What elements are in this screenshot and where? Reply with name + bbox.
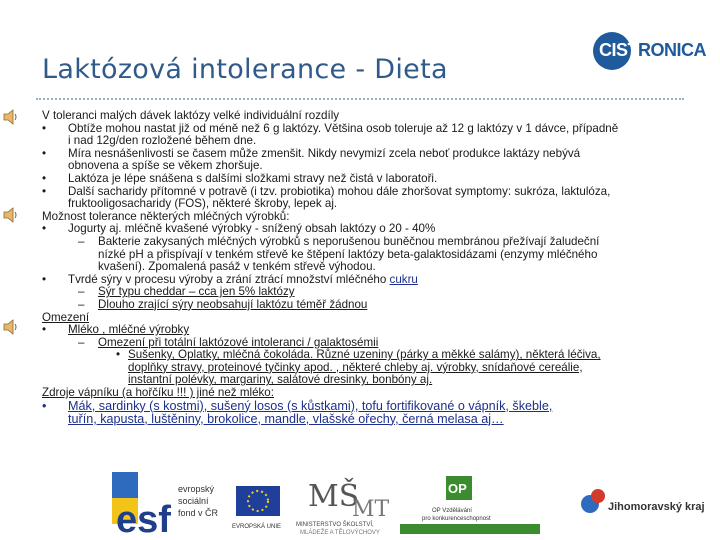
- bullet-mark: •: [42, 171, 47, 185]
- bullet-mark: •: [42, 184, 47, 198]
- svg-text:OP: OP: [448, 481, 467, 496]
- speaker-icon[interactable]: [2, 206, 20, 224]
- line-text: kvašení). Zpomalená pasáž v tenkém střevě výhodou.: [98, 260, 376, 274]
- svg-text:esf: esf: [116, 499, 171, 536]
- line-text: Mák, sardinky (s kostmi), sušený losos (s kůstkami), tofu fortifikované o vápník, škeble,: [68, 398, 553, 413]
- line-text: fruktooligosacharidy (FOS), některé škroby, lepek aj.: [68, 197, 338, 211]
- line-text: Laktóza je lépe snášena s dalšími složkami stravy než čistá v laboratoři.: [68, 171, 438, 185]
- line-text: Další sacharidy přítomné v potravě (i tzv. probiotika) mohou dále zhoršovat symptomy: sukróza, laktulóza,: [68, 184, 611, 198]
- bullet-mark: •: [42, 398, 47, 413]
- svg-text:OP Vzdělávání: OP Vzdělávání: [432, 508, 472, 514]
- line-text: Tvrdé sýry v procesu výroby a zrání ztrácí množství mléčného: [68, 272, 387, 286]
- text-line: [42, 413, 682, 426]
- svg-text:pro konkurenceschopnost: pro konkurenceschopnost: [422, 516, 491, 522]
- footer-logos: [0, 466, 720, 540]
- line-text: Míra nesnášenlivosti se časem může zmenšit. Nikdy nevymizí zcela neboť produkce laktázy nebývá: [68, 146, 581, 160]
- line-text: Zdroje vápníku (a hořčíku !!! ) jiné než mléko:: [42, 386, 274, 400]
- jmk-logo: [580, 472, 718, 536]
- svg-text:evropský: evropský: [178, 484, 215, 494]
- bullet-mark: •: [42, 146, 47, 160]
- line-text: Mléko , mléčné výrobky: [68, 323, 190, 337]
- eu-flag-logo: [232, 472, 292, 536]
- line-text: tuřín, kapusta, luštěniny, brokolice, mandle, vlašské ořechy, černá melasa aj…: [68, 411, 504, 426]
- bullet-mark: •: [42, 222, 47, 236]
- svg-text:EVROPSKÁ UNIE: EVROPSKÁ UNIE: [232, 524, 282, 530]
- line-text: i nad 12g/den rozložené během dne.: [68, 134, 257, 148]
- bullet-mark: •: [42, 272, 47, 286]
- slide-body: [42, 110, 682, 426]
- line-text: Obtíže mohou nastat již od méně než 6 g laktózy. Většina osob toleruje až 12 g laktózy v 1 dávce, případně: [68, 121, 619, 135]
- title-divider: [36, 98, 684, 100]
- line-text: Možnost tolerance některých mléčných výrobků:: [42, 209, 290, 223]
- line-text: obnovena a spíše se věkem zhoršuje.: [68, 159, 263, 173]
- msmt-logo: [296, 472, 396, 536]
- svg-text:fond v ČR: fond v ČR: [178, 508, 219, 518]
- line-text: doplňky stravy, proteinové tyčinky apod. , některé chleby aj. výrobky, snídaňové cereálie,: [128, 360, 583, 374]
- svg-text:MT: MT: [352, 497, 390, 522]
- page-title: Laktózová intolerance - Dieta: [42, 54, 448, 85]
- cukru-link[interactable]: cukru: [389, 272, 418, 286]
- svg-text:MLÁDEŽE A TĚLOVÝCHOVY: MLÁDEŽE A TĚLOVÝCHOVY: [300, 530, 380, 536]
- svg-text:Jihomoravský kraj: Jihomoravský kraj: [608, 501, 705, 513]
- svg-text:sociální: sociální: [178, 496, 209, 506]
- line-text: Sýr typu cheddar – cca jen 5% laktózy: [98, 285, 295, 299]
- speaker-icon[interactable]: [2, 318, 20, 336]
- line-text: Sušenky, Oplatky, mléčná čokoláda. Různé uzeniny (párky a měkké salámy), některá léčiva,: [128, 348, 601, 362]
- speaker-icon[interactable]: [2, 108, 20, 126]
- line-text: Jogurty aj. mléčně kvašené výrobky - snížený obsah laktózy o 20 - 40%: [68, 222, 436, 236]
- bullet-mark: •: [116, 348, 121, 362]
- cistronica-logo: CISTRONICA: [593, 30, 708, 72]
- line-text: instantní polévky, margariny, salátové dresinky, bonbóny aj.: [128, 373, 433, 387]
- op-logo: [400, 472, 540, 536]
- line-text: Dlouho zrající sýry neobsahují laktózu téměř žádnou: [98, 297, 368, 311]
- bullet-mark: –: [78, 335, 85, 349]
- bullet-mark: –: [78, 234, 85, 248]
- line-text: Omezení při totální laktózové intoleranci / galaktosémii: [98, 335, 379, 349]
- bullet-mark: –: [78, 297, 85, 311]
- bullet-mark: –: [78, 285, 85, 299]
- svg-text:MINISTERSTVO ŠKOLSTVÍ,: MINISTERSTVO ŠKOLSTVÍ,: [296, 522, 374, 528]
- line-text: Omezení: [42, 310, 90, 324]
- line-text: nízké pH a přispívají v tenkém střevě ke štěpení laktózy beta-galaktosidázami (enzymy mléčného: [98, 247, 598, 261]
- bullet-mark: •: [42, 121, 47, 135]
- bullet-item: [42, 299, 682, 312]
- svg-text:MŠ: MŠ: [308, 479, 360, 514]
- bullet-mark: •: [42, 323, 47, 337]
- line-text: Bakterie zakysaných mléčných výrobků s neporušenou buněčnou membránou přežívají žaludeční: [98, 234, 600, 248]
- line-text: V toleranci malých dávek laktózy velké individuální rozdíly: [42, 109, 340, 122]
- esf-logo: [112, 472, 232, 536]
